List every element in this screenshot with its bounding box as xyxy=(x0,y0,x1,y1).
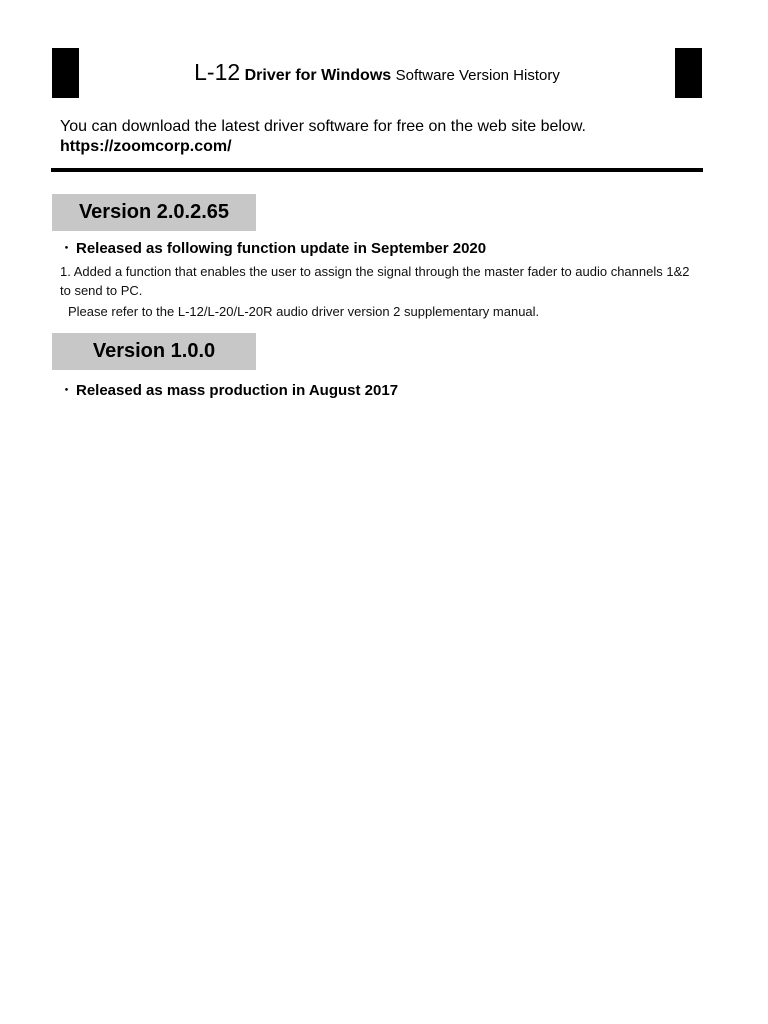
title-driver: Driver for Windows xyxy=(244,67,392,84)
title-model: L-12 xyxy=(194,59,241,85)
header-divider xyxy=(51,168,703,172)
release-detail: 1. Added a function that enables the user to assign the signal through the master fader to audio channels 1&2 to send to PC. xyxy=(60,264,690,298)
intro-text: You can download the latest driver software for free on the web site below. xyxy=(60,118,586,135)
page-title xyxy=(80,58,674,90)
release-note-text: Released as following function update in September 2020 xyxy=(76,240,487,257)
left-corner-block xyxy=(52,48,79,98)
download-link[interactable]: https://zoomcorp.com/ xyxy=(60,138,232,155)
bullet-mark: ・ xyxy=(59,382,75,399)
right-corner-block xyxy=(675,48,702,98)
release-note-text: Released as mass production in August 2017 xyxy=(76,382,399,399)
release-note xyxy=(59,382,398,400)
bullet-mark: ・ xyxy=(59,240,75,257)
title-history: Software Version History xyxy=(395,67,560,84)
version-heading: Version 2.0.2.65 xyxy=(52,194,256,231)
release-note xyxy=(59,240,486,258)
version-heading: Version 1.0.0 xyxy=(52,333,256,370)
release-detail-note: Please refer to the L-12/L-20/L-20R audio driver version 2 supplementary manual. xyxy=(68,304,540,319)
